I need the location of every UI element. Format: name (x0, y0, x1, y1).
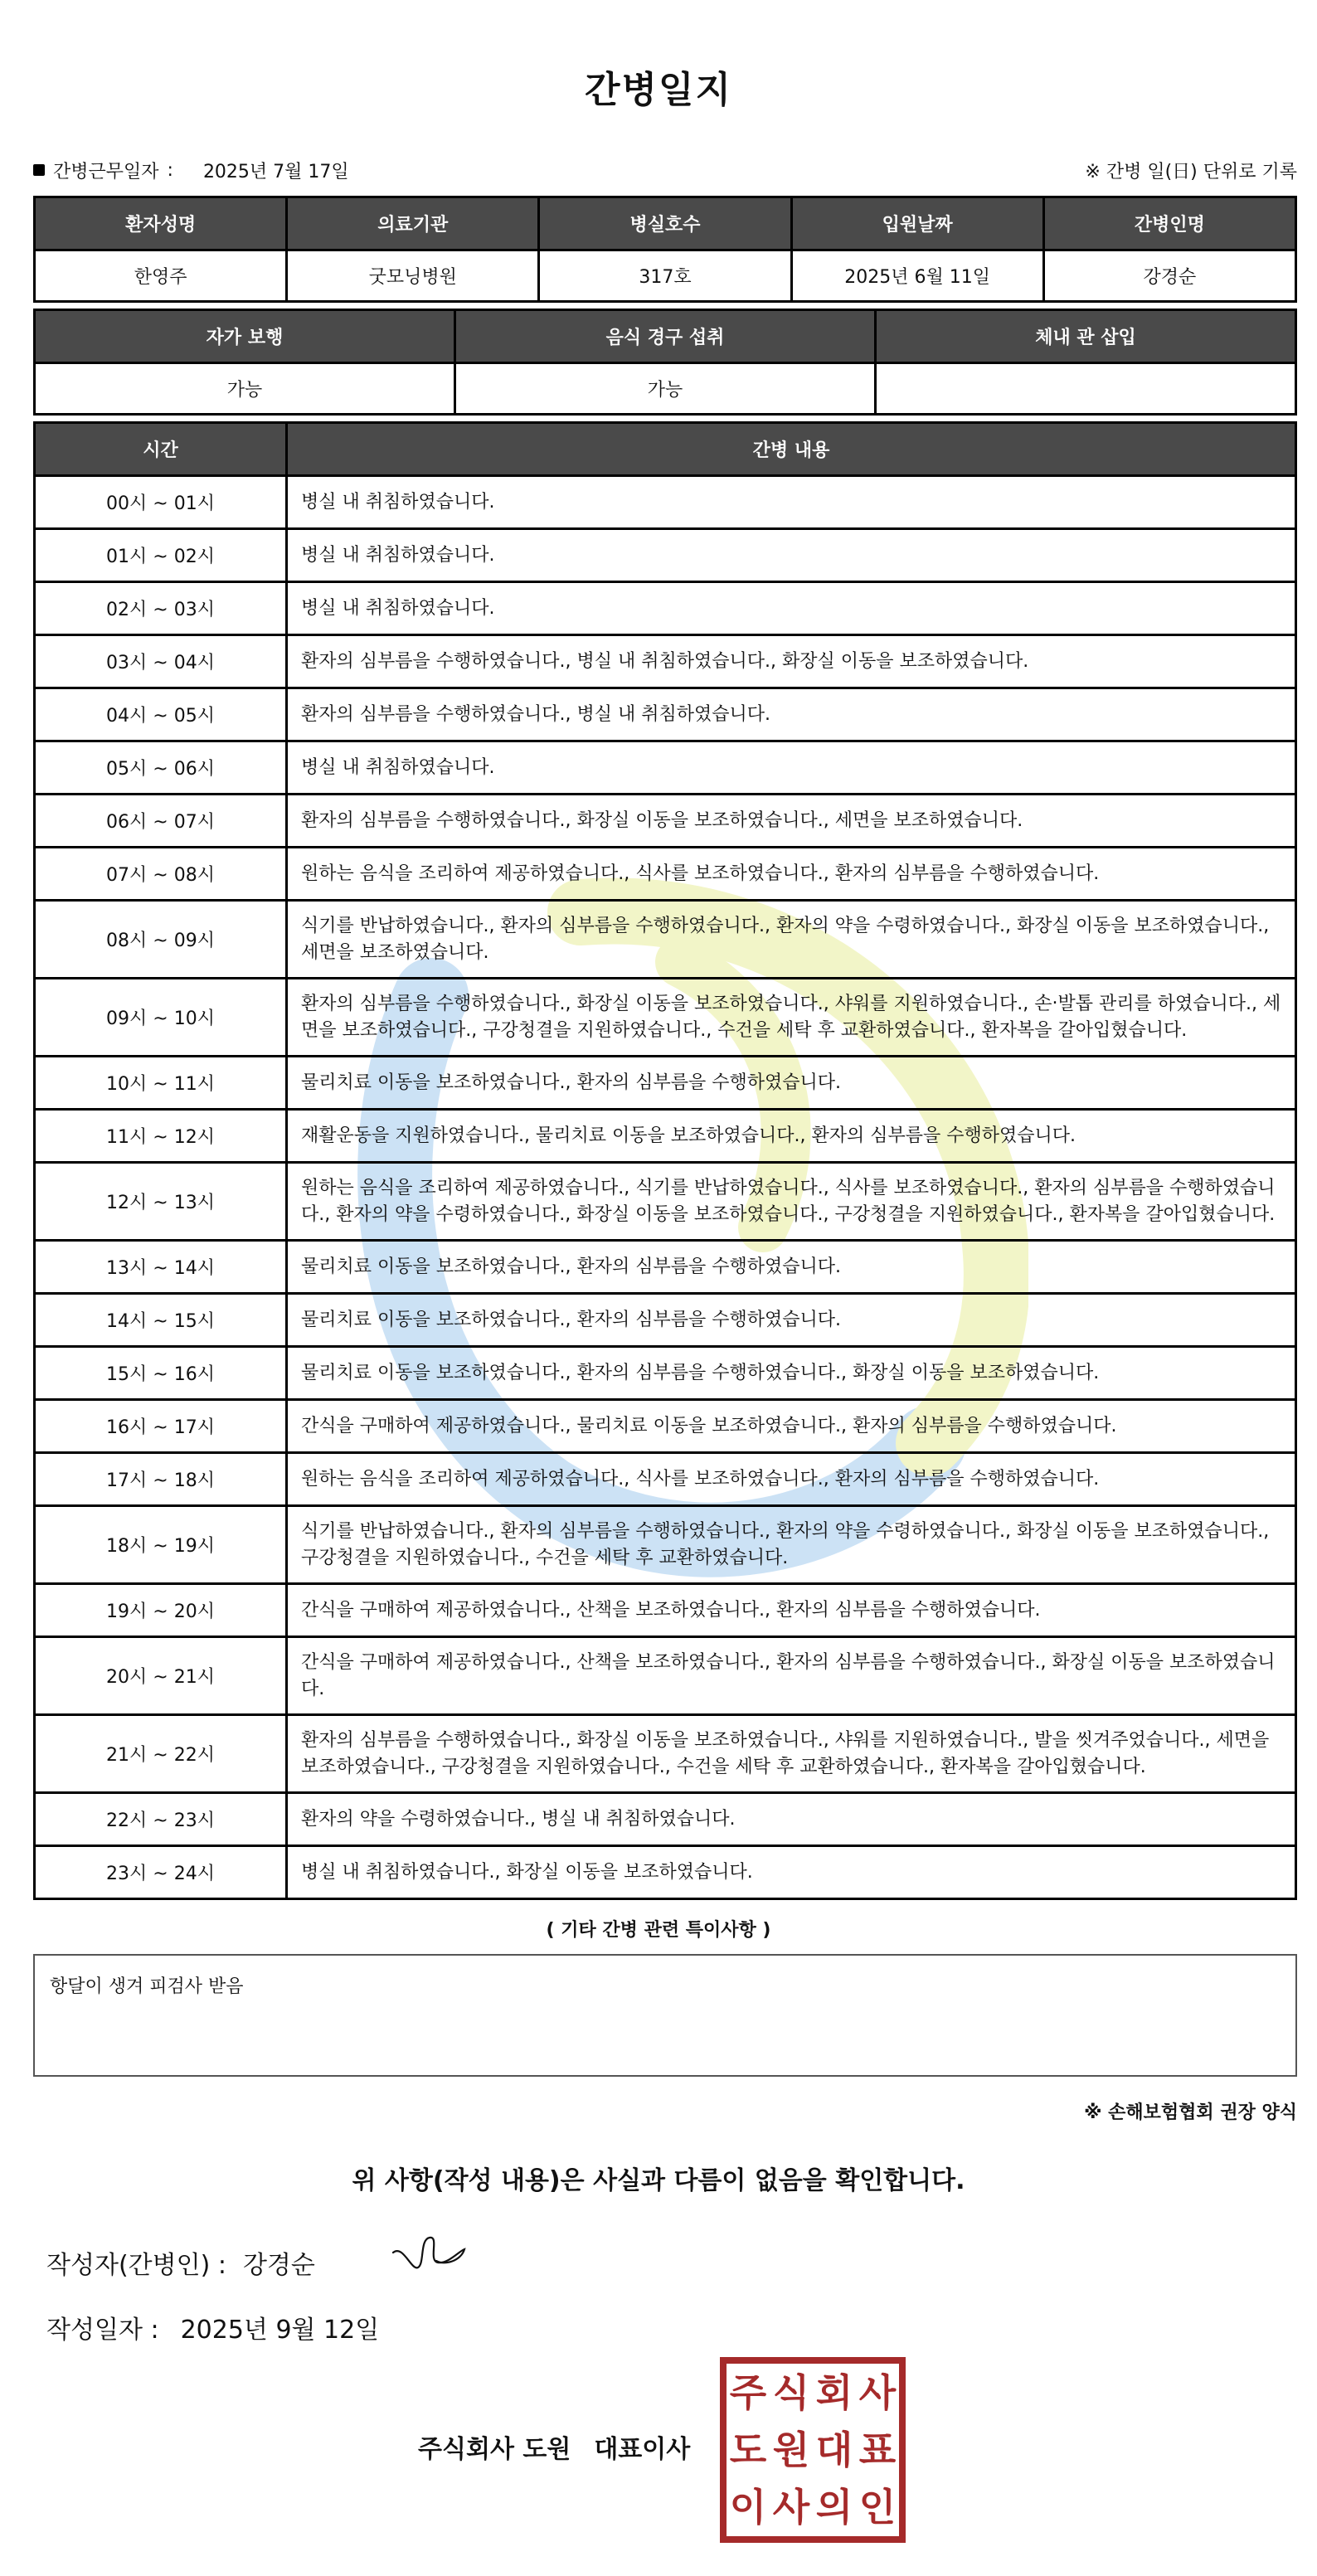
daily-record-note: ※ 간병 일(日) 단위로 기록 (1085, 161, 1297, 182)
log-content: 환자의 심부름을 수행하였습니다., 화장실 이동을 보조하였습니다., 샤워를 지원하였습니다., 발을 씻겨주었습니다., 세면을 보조하였습니다., 구강청결을 지원하였습니다., 수건을 세탁 후 교환하였습니다., 환자복을 갈아입혔습니다. (287, 1715, 1296, 1793)
log-time: 12시 ~ 13시 (35, 1163, 287, 1241)
log-time: 03시 ~ 04시 (35, 635, 287, 688)
form-footnote: ※ 손해보험협회 권장 양식 (1084, 2102, 1297, 2123)
log-time: 18시 ~ 19시 (35, 1506, 287, 1584)
seal-character: 회 (815, 2369, 853, 2415)
work-date-label: 간병근무일자 (53, 161, 159, 182)
log-time: 01시 ~ 02시 (35, 529, 287, 582)
company-name: 주식회사 도원 (418, 2435, 571, 2464)
log-row (35, 848, 1296, 901)
notes-box (33, 1954, 1297, 2077)
square-bullet-icon (33, 164, 45, 176)
log-row (35, 476, 1296, 529)
tube-insertion-value (876, 363, 1296, 415)
log-content: 병실 내 취침하였습니다. (287, 582, 1296, 635)
writer-label: 작성자(간병인) : (46, 2251, 226, 2280)
log-time: 17시 ~ 18시 (35, 1453, 287, 1506)
log-content: 식기를 반납하였습니다., 환자의 심부름을 수행하였습니다., 환자의 약을 수령하였습니다., 화장실 이동을 보조하였습니다., 구강청결을 지원하였습니다., 수건을 세탁 후 교환하였습니다. (287, 1506, 1296, 1584)
log-content: 원하는 음식을 조리하여 제공하였습니다., 식기를 반납하였습니다., 식사를 보조하였습니다., 환자의 심부름을 수행하였습니다., 환자의 약을 수령하였습니다., 화장실 이동을 보조하였습니다., 구강청결을 지원하였습니다., 환자복을 갈아입혔습니다. (287, 1163, 1296, 1241)
notes-title: ( 기타 간병 관련 특이사항 ) (546, 1920, 771, 1941)
seal-character: 사 (858, 2369, 897, 2415)
log-row (35, 979, 1296, 1057)
log-row (35, 688, 1296, 741)
work-date-separator: : (167, 159, 173, 181)
log-time: 10시 ~ 11시 (35, 1057, 287, 1110)
log-time: 00시 ~ 01시 (35, 476, 287, 529)
log-row (35, 529, 1296, 582)
log-time: 14시 ~ 15시 (35, 1294, 287, 1347)
log-time: 02시 ~ 03시 (35, 582, 287, 635)
log-content: 식기를 반납하였습니다., 환자의 심부름을 수행하였습니다., 환자의 약을 수령하였습니다., 화장실 이동을 보조하였습니다., 세면을 보조하였습니다. (287, 901, 1296, 979)
log-time: 09시 ~ 10시 (35, 979, 287, 1057)
log-row (35, 795, 1296, 848)
work-date-value: 2025년 7월 17일 (202, 161, 349, 182)
log-time: 06시 ~ 07시 (35, 795, 287, 848)
work-date-row (33, 156, 1297, 184)
written-date-row (46, 2309, 379, 2345)
log-row (35, 1584, 1296, 1637)
header-admission-date: 입원날짜 (791, 197, 1043, 250)
writer-row (46, 2244, 315, 2281)
log-row (35, 901, 1296, 979)
seal-character: 이 (729, 2485, 767, 2530)
log-content: 원하는 음식을 조리하여 제공하였습니다., 식사를 보조하였습니다., 환자의 심부름을 수행하였습니다. (287, 1453, 1296, 1506)
log-time: 21시 ~ 22시 (35, 1715, 287, 1793)
log-content: 간식을 구매하여 제공하였습니다., 물리치료 이동을 보조하였습니다., 환자의 심부름을 수행하였습니다. (287, 1400, 1296, 1453)
log-time: 19시 ~ 20시 (35, 1584, 287, 1637)
log-row (35, 1793, 1296, 1846)
log-row (35, 1715, 1296, 1793)
log-content: 간식을 구매하여 제공하였습니다., 산책을 보조하였습니다., 환자의 심부름을 수행하였습니다. (287, 1584, 1296, 1637)
header-caregiver-name: 간병인명 (1043, 197, 1295, 250)
log-content: 병실 내 취침하였습니다. (287, 529, 1296, 582)
log-row (35, 1400, 1296, 1453)
company-signature-line (418, 2428, 690, 2465)
log-content: 병실 내 취침하였습니다. (287, 476, 1296, 529)
log-time: 22시 ~ 23시 (35, 1793, 287, 1846)
log-content: 환자의 심부름을 수행하였습니다., 병실 내 취침하였습니다., 화장실 이동을 보조하였습니다. (287, 635, 1296, 688)
log-row (35, 1294, 1296, 1347)
care-log-body (35, 476, 1296, 1899)
log-time: 23시 ~ 24시 (35, 1846, 287, 1899)
log-content: 물리치료 이동을 보조하였습니다., 환자의 심부름을 수행하였습니다., 화장실 이동을 보조하였습니다. (287, 1347, 1296, 1400)
log-row (35, 1163, 1296, 1241)
seal-character: 인 (858, 2485, 897, 2530)
patient-status-table (33, 309, 1297, 416)
header-hospital: 의료기관 (287, 197, 539, 250)
log-row (35, 635, 1296, 688)
header-care-content: 간병 내용 (287, 423, 1296, 476)
log-row (35, 741, 1296, 795)
log-content: 환자의 심부름을 수행하였습니다., 병실 내 취침하였습니다. (287, 688, 1296, 741)
header-oral-intake: 음식 경구 섭취 (455, 310, 876, 363)
log-row (35, 1110, 1296, 1163)
notes-text: 항달이 생겨 피검사 받음 (50, 1976, 244, 1997)
log-time: 05시 ~ 06시 (35, 741, 287, 795)
written-date-value: 2025년 9월 12일 (180, 2316, 380, 2345)
header-patient-name: 환자성명 (35, 197, 287, 250)
seal-character: 식 (772, 2369, 810, 2415)
seal-character: 원 (772, 2427, 810, 2472)
log-time: 13시 ~ 14시 (35, 1241, 287, 1294)
patient-name: 한영주 (35, 250, 287, 302)
oral-intake-value: 가능 (455, 363, 876, 415)
log-content: 재활운동을 지원하였습니다., 물리치료 이동을 보조하였습니다., 환자의 심부름을 수행하였습니다. (287, 1110, 1296, 1163)
log-row (35, 1846, 1296, 1899)
caregiver-name: 강경순 (1043, 250, 1295, 302)
care-log-table (33, 421, 1297, 1900)
header-tube-insertion: 체내 관 삽입 (876, 310, 1296, 363)
patient-info-table (33, 196, 1297, 303)
page-title: 간병일지 (584, 69, 732, 111)
log-row (35, 582, 1296, 635)
log-content: 간식을 구매하여 제공하였습니다., 산책을 보조하였습니다., 환자의 심부름을 수행하였습니다., 화장실 이동을 보조하였습니다. (287, 1637, 1296, 1715)
log-time: 20시 ~ 21시 (35, 1637, 287, 1715)
log-content: 환자의 심부름을 수행하였습니다., 화장실 이동을 보조하였습니다., 샤워를 지원하였습니다., 손‧발톱 관리를 하였습니다., 세면을 보조하였습니다., 구강청결을 지원하였습니다., 수건을 세탁 후 교환하였습니다., 환자복을 갈아입혔습니다. (287, 979, 1296, 1057)
company-seal-stamp (720, 2357, 906, 2543)
log-time: 11시 ~ 12시 (35, 1110, 287, 1163)
writer-name: 강경순 (242, 2251, 315, 2280)
log-row (35, 1347, 1296, 1400)
header-room-number: 병실호수 (539, 197, 791, 250)
company-role: 대표이사 (594, 2435, 691, 2464)
log-row (35, 1637, 1296, 1715)
seal-character: 주 (729, 2369, 767, 2415)
hospital-name: 굿모닝병원 (287, 250, 539, 302)
log-content: 병실 내 취침하였습니다., 화장실 이동을 보조하였습니다. (287, 1846, 1296, 1899)
self-walking-value: 가능 (35, 363, 455, 415)
log-content: 물리치료 이동을 보조하였습니다., 환자의 심부름을 수행하였습니다. (287, 1294, 1296, 1347)
room-number: 317호 (539, 250, 791, 302)
seal-character: 의 (815, 2485, 853, 2530)
log-time: 04시 ~ 05시 (35, 688, 287, 741)
confirmation-statement: 위 사항(작성 내용)은 사실과 다름이 없음을 확인합니다. (352, 2166, 965, 2195)
log-time: 15시 ~ 16시 (35, 1347, 287, 1400)
log-row (35, 1057, 1296, 1110)
log-content: 환자의 심부름을 수행하였습니다., 화장실 이동을 보조하였습니다., 세면을 보조하였습니다. (287, 795, 1296, 848)
log-content: 환자의 약을 수령하였습니다., 병실 내 취침하였습니다. (287, 1793, 1296, 1846)
log-content: 원하는 음식을 조리하여 제공하였습니다., 식사를 보조하였습니다., 환자의 심부름을 수행하였습니다. (287, 848, 1296, 901)
log-time: 07시 ~ 08시 (35, 848, 287, 901)
header-self-walking: 자가 보행 (35, 310, 455, 363)
log-content: 물리치료 이동을 보조하였습니다., 환자의 심부름을 수행하였습니다. (287, 1241, 1296, 1294)
header-time: 시간 (35, 423, 287, 476)
seal-character: 대 (815, 2427, 853, 2472)
admission-date: 2025년 6월 11일 (791, 250, 1043, 302)
log-row (35, 1506, 1296, 1584)
log-row (35, 1453, 1296, 1506)
log-content: 병실 내 취침하였습니다. (287, 741, 1296, 795)
log-time: 08시 ~ 09시 (35, 901, 287, 979)
seal-character: 사 (772, 2485, 810, 2530)
handwritten-signature (386, 2228, 469, 2277)
log-content: 물리치료 이동을 보조하였습니다., 환자의 심부름을 수행하였습니다. (287, 1057, 1296, 1110)
written-date-label: 작성일자 : (46, 2316, 159, 2345)
log-row (35, 1241, 1296, 1294)
seal-character: 도 (729, 2427, 767, 2472)
log-time: 16시 ~ 17시 (35, 1400, 287, 1453)
seal-character: 표 (858, 2427, 897, 2472)
